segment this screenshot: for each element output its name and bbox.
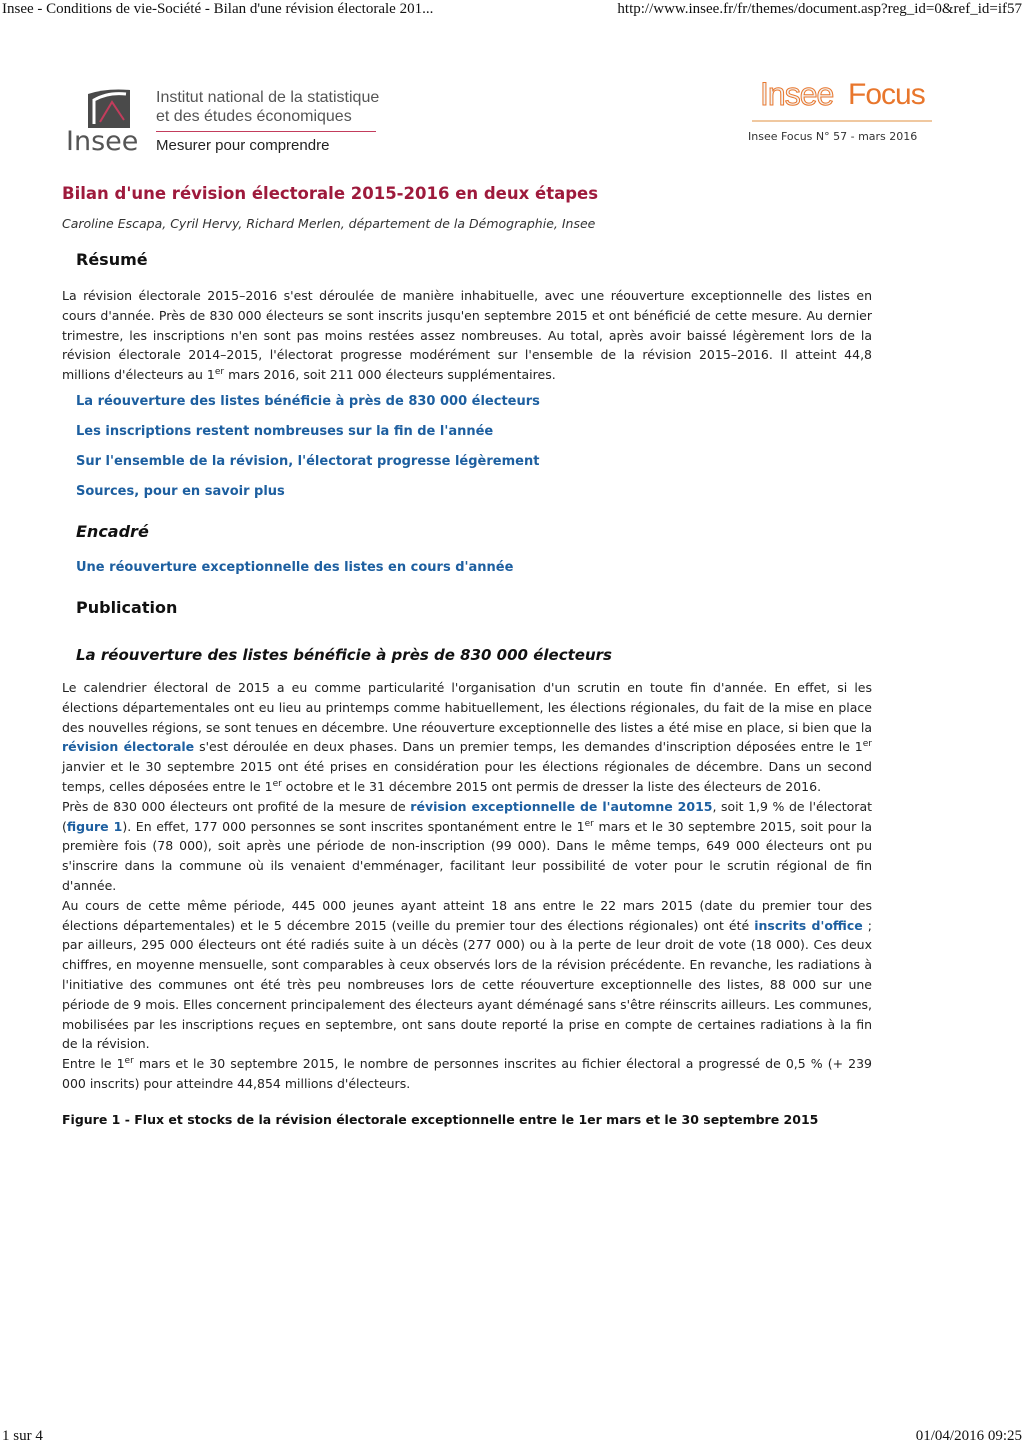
publication-meta: Insee Focus N° 57 - mars 2016	[748, 130, 918, 143]
print-header	[0, 0, 1024, 26]
resume-sup: er	[214, 367, 225, 378]
insee-focus-badge	[740, 60, 940, 164]
section-subheading: La réouverture des listes bénéficie à près de 830 000 électeurs	[76, 645, 612, 664]
focus-logo-insee: Insee	[760, 76, 834, 112]
insee-logo-wordmark: Insee	[66, 126, 139, 157]
link-revision-electorale[interactable]: révision électorale	[62, 739, 195, 755]
resume-paragraph	[62, 286, 872, 385]
print-datetime: 01/04/2016 09:25	[915, 1428, 1022, 1444]
article-authors: Caroline Escapa, Cyril Hervy, Richard Merlen, département de la Démographie, Insee	[62, 216, 596, 231]
p1-text-b: s'est déroulée en deux phases. Dans un premier temps, les demandes d'inscription déposées entre le 1	[194, 739, 863, 755]
print-page-number: 1 sur 4	[2, 1428, 43, 1444]
p1-sup-1: er	[862, 739, 872, 750]
article-content	[62, 184, 872, 1127]
encadre-link[interactable]: Une réouverture exceptionnelle des listes en cours d'année	[76, 559, 514, 575]
toc-link-ensemble-revision[interactable]: Sur l'ensemble de la révision, l'électorat progresse légèrement	[76, 453, 540, 469]
insee-logo[interactable]	[64, 82, 414, 162]
toc-link-reouverture[interactable]: La réouverture des listes bénéficie à près de 830 000 électeurs	[76, 393, 540, 409]
article-title: Bilan d'une révision électorale 2015-2016 en deux étapes	[62, 184, 599, 203]
figure-1-caption: Figure 1 - Flux et stocks de la révision électorale exceptionnelle entre le 1er mars et le 30 septembre 2015	[62, 1111, 819, 1127]
encadre-heading: Encadré	[76, 521, 149, 541]
p2-sup: er	[584, 818, 594, 829]
p2-text-b: , soit 1,9 % de l'électorat (	[62, 798, 873, 834]
resume-heading: Résumé	[76, 250, 148, 269]
focus-logo-focus: Focus	[848, 78, 925, 111]
institute-name	[156, 88, 416, 126]
p1-sup-2: er	[272, 778, 282, 789]
toc-link-sources[interactable]: Sources, pour en savoir plus	[76, 483, 285, 499]
logo-tagline: Mesurer pour comprendre	[156, 137, 330, 154]
institute-name-line1: Institut national de la statistique	[156, 89, 380, 106]
p3-text-b: ; par ailleurs, 295 000 électeurs ont été radiés suite à un décès (277 000) ou à la perte de leur droit de vote (18 000). Ces deux chiffres, en moyenne mensuelle, sont comparables à ceux observés lors de la révision précédente. En revanche, les radiations à l'initiative des communes ont été très peu nombreuses lors de cette réouverture exceptionnelle des listes, 88 000 sur une période de 9 mois. Elles concernent principalement des électeurs ayant déménagé sans s'être réinscrits ailleurs. Les communes, mobilisées par les inscriptions reçues en septembre, ont sans doute reporté la prise en compte de certaines radiations à la fin de la révision.	[62, 917, 872, 1052]
link-figure-1[interactable]: figure 1	[66, 818, 123, 834]
body-paragraph-1	[62, 678, 872, 797]
toc-link-inscriptions[interactable]: Les inscriptions restent nombreuses sur la fin de l'année	[76, 423, 494, 439]
p1-text-a: Le calendrier électoral de 2015 a eu comme particularité l'organisation d'un scrutin en toute fin d'année. En effet, si les élections départementales ont eu lieu au printemps comme habituellement, les élections régionales, du fait de la mise en place des nouvelles régions, se sont tenues en décembre. Une réouverture exceptionnelle des listes a été mise en place, si bien que la	[62, 679, 872, 735]
print-page-title: Insee - Conditions de vie-Société - Bilan d'une révision électorale 201...	[2, 1, 434, 17]
encadre-links	[76, 558, 872, 588]
table-of-contents	[76, 392, 872, 512]
print-page-url: http://www.insee.fr/fr/themes/document.asp?reg_id=0&ref_id=if57	[617, 1, 1022, 17]
p1-text-c: janvier et le 30 septembre 2015 ont été prises en considération pour les élections régionales de décembre. Dans un second temps, celles déposées entre le 1	[62, 759, 872, 794]
logo-divider	[156, 131, 376, 132]
p4-text-b: mars et le 30 septembre 2015, le nombre de personnes inscrites au fichier électoral a progressé de 0,5 % (+ 239 000 inscrits) pour atteindre 44,854 millions d'électeurs.	[62, 1056, 873, 1091]
body-paragraph-3	[62, 896, 872, 1054]
institute-name-line2: et des études économiques	[156, 108, 352, 125]
body-paragraph-2	[62, 797, 872, 896]
p3-text-a: Au cours de cette même période, 445 000 jeunes ayant atteint 18 ans entre le 22 mars 2015 (date du premier tour des élections départementales) et le 5 décembre 2015 (veille du premier tour des élections régionales) ont été	[62, 897, 872, 933]
p2-text-c: ). En effet, 177 000 personnes se sont inscrites spontanément entre le 1	[122, 818, 585, 834]
resume-text-b: mars 2016, soit 211 000 électeurs supplémentaires.	[224, 367, 556, 383]
insee-logo-mark-icon	[86, 86, 132, 130]
body-paragraph-4	[62, 1054, 872, 1094]
link-revision-exceptionnelle[interactable]: révision exceptionnelle de l'automne 2015	[410, 798, 713, 814]
p1-text-d: octobre et le 31 décembre 2015 ont permis de dresser la liste des électeurs de 2016.	[281, 778, 822, 794]
p4-text-a: Entre le 1	[62, 1056, 125, 1072]
print-footer	[0, 1426, 1024, 1450]
p4-sup: er	[124, 1055, 134, 1066]
insee-focus-logo[interactable]	[752, 70, 932, 122]
p2-text-a: Près de 830 000 électeurs ont profité de la mesure de	[62, 798, 411, 814]
p2-text-d: mars et le 30 septembre 2015, soit pour la première fois (78 000), soit après une période de non-inscription (99 000). Dans le même temps, 649 000 électeurs ont pu s'inscrire dans la commune où ils venaient d'emménager, facilitant leur possibilité de voter pour le scrutin régional de fin d'année.	[62, 818, 872, 893]
resume-text-a: La révision électorale 2015–2016 s'est déroulée de manière inhabituelle, avec une réouverture exceptionnelle des listes en cours d'année. Près de 830 000 électeurs se sont inscrits jusqu'en septembre 2015 et ont bénéficié de cette mesure. Au dernier trimestre, les inscriptions n'en sont pas moins restées assez nombreuses. Au total, après avoir baissé légèrement lors de la révision électorale 2014–2015, l'électorat progresse modérément sur l'ensemble de la révision 2015–2016. Il atteint 44,8 millions d'électeurs au 1	[62, 288, 872, 383]
link-inscrits-d-office[interactable]: inscrits d'office	[754, 917, 863, 933]
publication-heading: Publication	[76, 597, 178, 617]
